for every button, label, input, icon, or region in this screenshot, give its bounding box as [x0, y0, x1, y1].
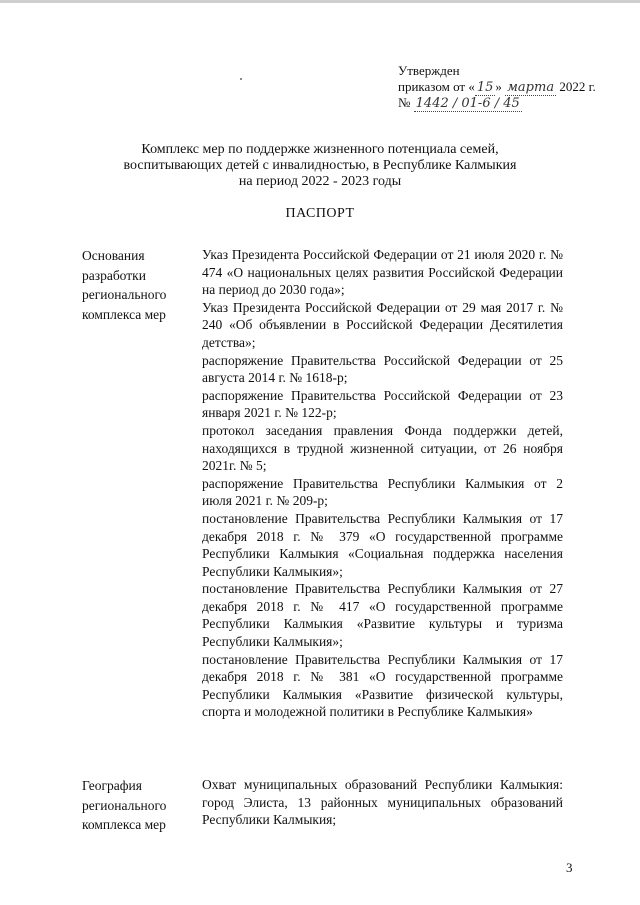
section-label: География регионального комплекса мер	[82, 778, 167, 832]
scan-top-edge	[0, 0, 640, 3]
list-item: постановление Правительства Республики Калмыкия от 17 декабря 2018 г. № 379 «О государственной программе Республики Калмыкия «Социальная поддержка населения Республики Калмыкия»;	[202, 510, 563, 579]
list-item: протокол заседания правления Фонда поддержки детей, находящихся в трудной жизненной ситуации, от 26 ноября 2021г. № 5;	[202, 422, 563, 474]
list-item: Указ Президента Российской Федерации от 29 мая 2017 г. № 240 «Об объявлении в Российской Федерации Десятилетия детства»;	[202, 299, 563, 350]
section-content	[202, 246, 563, 721]
approval-day: 15	[476, 79, 494, 95]
title-line-1: Комплекс мер по поддержке жизненного потенциала семей,	[141, 142, 499, 157]
section-label: Основания разработки регионального комплекса мер	[82, 248, 167, 322]
approval-stamp	[398, 63, 596, 112]
list-item: распоряжение Правительства Республики Калмыкия от 2 июля 2021 г. № 209-р;	[202, 475, 563, 509]
approval-number: 1442 / 01-6 / 45	[415, 96, 520, 111]
list-item: постановление Правительства Республики Калмыкия от 17 декабря 2018 г. № 381 «О государственной программе Республики Калмыкия «Развитие физической культуры, спорта и молодежной политики в Республике Калмыкия»	[202, 651, 563, 720]
list-item: Охват муниципальных образований Республики Калмыкия: город Элиста, 13 районных муниципальных образований Республики Калмыкия;	[202, 777, 563, 828]
approval-line-2: приказом от « 15 » марта 2022 г.	[398, 78, 596, 95]
approval-line-3: № 1442 / 01-6 / 45	[398, 95, 520, 111]
list-item: Указ Президента Российской Федерации от 21 июля 2020 г. № 474 «О национальных целях развития Российской Федерации на период до 2030 года»;	[202, 247, 563, 298]
scan-speck	[240, 78, 242, 80]
document-title	[90, 142, 550, 190]
title-line-2: воспитывающих детей с инвалидностью, в Республике Калмыкия	[123, 158, 517, 173]
title-line-3: на период 2022 - 2023 годы	[238, 174, 402, 189]
approval-month: марта	[507, 79, 555, 95]
list-item: распоряжение Правительства Российской Федерации от 23 января 2021 г. № 122-р;	[202, 387, 563, 421]
passport-heading: ПАСПОРТ	[285, 206, 355, 221]
list-item: распоряжение Правительства Российской Федерации от 25 августа 2014 г. № 1618-р;	[202, 352, 563, 386]
page-number: 3	[566, 860, 573, 875]
approval-line-1: Утвержден	[398, 63, 460, 78]
section-content	[202, 776, 563, 829]
list-item: постановление Правительства Республики Калмыкия от 27 декабря 2018 г. № 417 «О государственной программе Республики Калмыкия «Развитие культуры и туризма Республики Калмыкия»;	[202, 581, 563, 650]
